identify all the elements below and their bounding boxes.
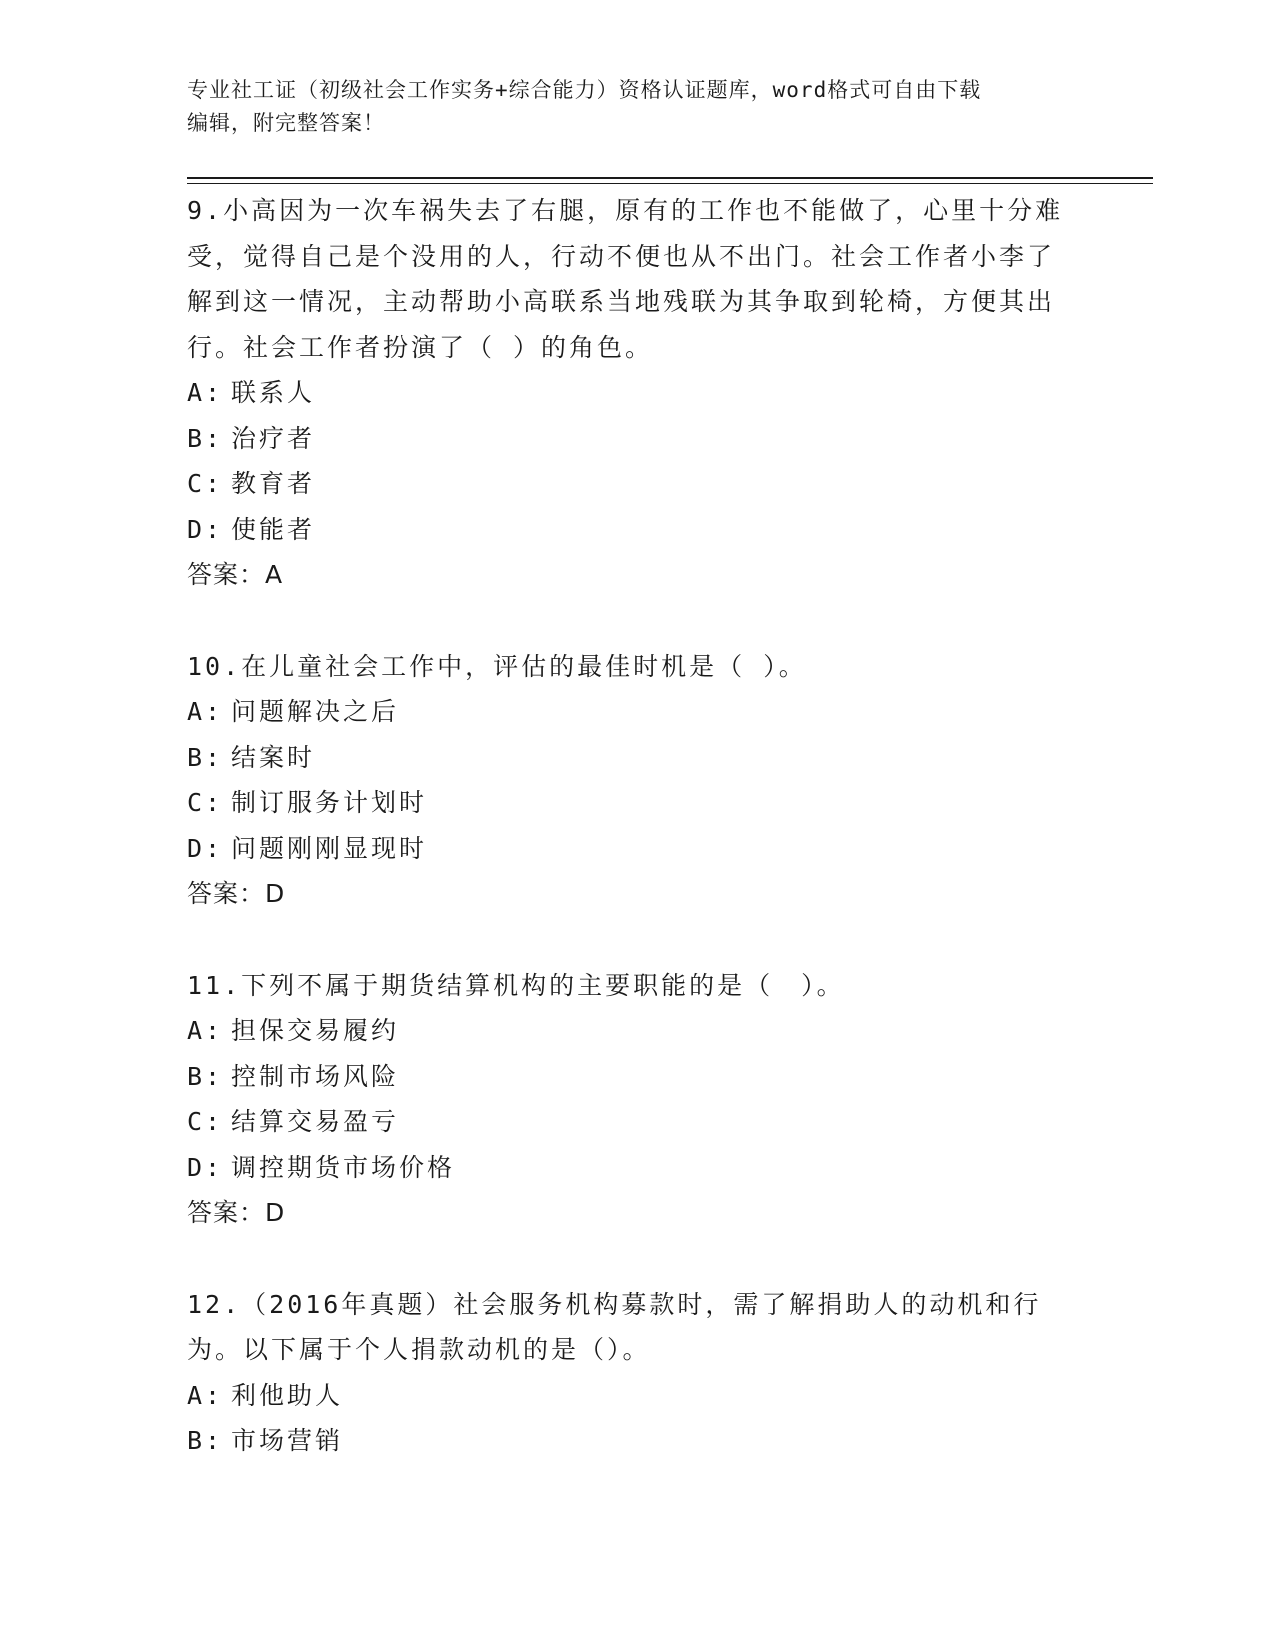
option-letter: D: xyxy=(187,833,224,863)
option-letter: D: xyxy=(187,514,224,544)
option-letter: C: xyxy=(187,1107,224,1136)
option-text: 利他助人 xyxy=(231,1380,344,1410)
option-d xyxy=(187,826,1087,872)
header-divider-thick xyxy=(187,177,1153,179)
answer-line: 答案：A xyxy=(187,560,284,589)
question-stem: 11.下列不属于期货结算机构的主要职能的是（ ）。 xyxy=(187,970,845,1000)
option-letter: C: xyxy=(187,788,224,817)
question-11 xyxy=(187,963,1087,1236)
question-list xyxy=(187,188,1087,1510)
option-letter: C: xyxy=(187,469,224,498)
option-a xyxy=(187,370,1087,416)
header-line-1: 专业社工证（初级社会工作实务+综合能力）资格认证题库，word格式可自由下载 xyxy=(187,78,982,102)
option-a xyxy=(187,1373,1087,1419)
option-c xyxy=(187,1099,1087,1145)
option-text: 市场营销 xyxy=(231,1426,344,1455)
option-text: 担保交易履约 xyxy=(231,1016,400,1045)
option-c xyxy=(187,461,1087,507)
answer-line: 答案：D xyxy=(187,1198,286,1227)
option-b xyxy=(187,416,1087,462)
option-text: 制订服务计划时 xyxy=(231,788,428,817)
option-text: 问题解决之后 xyxy=(231,697,400,726)
header-divider-thin xyxy=(187,183,1153,184)
option-text: 结案时 xyxy=(231,742,316,772)
option-b xyxy=(187,735,1087,781)
document-header xyxy=(187,74,1087,140)
option-a xyxy=(187,1008,1087,1054)
option-b xyxy=(187,1054,1087,1100)
option-letter: D: xyxy=(187,1152,224,1182)
option-d xyxy=(187,1145,1087,1191)
question-9 xyxy=(187,188,1087,598)
question-10 xyxy=(187,644,1087,917)
option-text: 问题刚刚显现时 xyxy=(231,833,428,863)
option-letter: B: xyxy=(187,1061,224,1091)
option-text: 联系人 xyxy=(231,378,316,407)
option-a xyxy=(187,689,1087,735)
option-c xyxy=(187,780,1087,826)
question-stem: 12.（2016年真题）社会服务机构募款时，需了解捐助人的动机和行为。以下属于个人捐款动机的是（）。 xyxy=(187,1289,1042,1364)
question-stem: 9.小高因为一次车祸失去了右腿，原有的工作也不能做了，心里十分难受，觉得自己是个没用的人，行动不便也从不出门。社会工作者小李了解到这一情况，主动帮助小高联系当地残联为其争取到轮椅，方便其出行。社会工作者扮演了（ ）的角色。 xyxy=(187,196,1064,362)
option-letter: B: xyxy=(187,742,224,772)
option-letter: A: xyxy=(187,697,224,726)
question-12 xyxy=(187,1282,1087,1464)
option-text: 治疗者 xyxy=(231,423,316,453)
header-line-2: 编辑，附完整答案！ xyxy=(187,111,385,135)
option-d xyxy=(187,507,1087,553)
option-text: 控制市场风险 xyxy=(231,1061,400,1091)
option-text: 教育者 xyxy=(231,469,316,498)
option-text: 调控期货市场价格 xyxy=(231,1152,456,1182)
option-letter: A: xyxy=(187,1016,224,1045)
option-letter: B: xyxy=(187,1426,224,1455)
option-letter: A: xyxy=(187,1380,224,1410)
option-letter: B: xyxy=(187,423,224,453)
option-b xyxy=(187,1418,1087,1464)
answer-line: 答案：D xyxy=(187,879,286,908)
question-stem: 10.在儿童社会工作中，评估的最佳时机是（ ）。 xyxy=(187,651,807,681)
option-text: 结算交易盈亏 xyxy=(231,1107,400,1136)
option-text: 使能者 xyxy=(231,514,316,544)
option-letter: A: xyxy=(187,378,224,407)
